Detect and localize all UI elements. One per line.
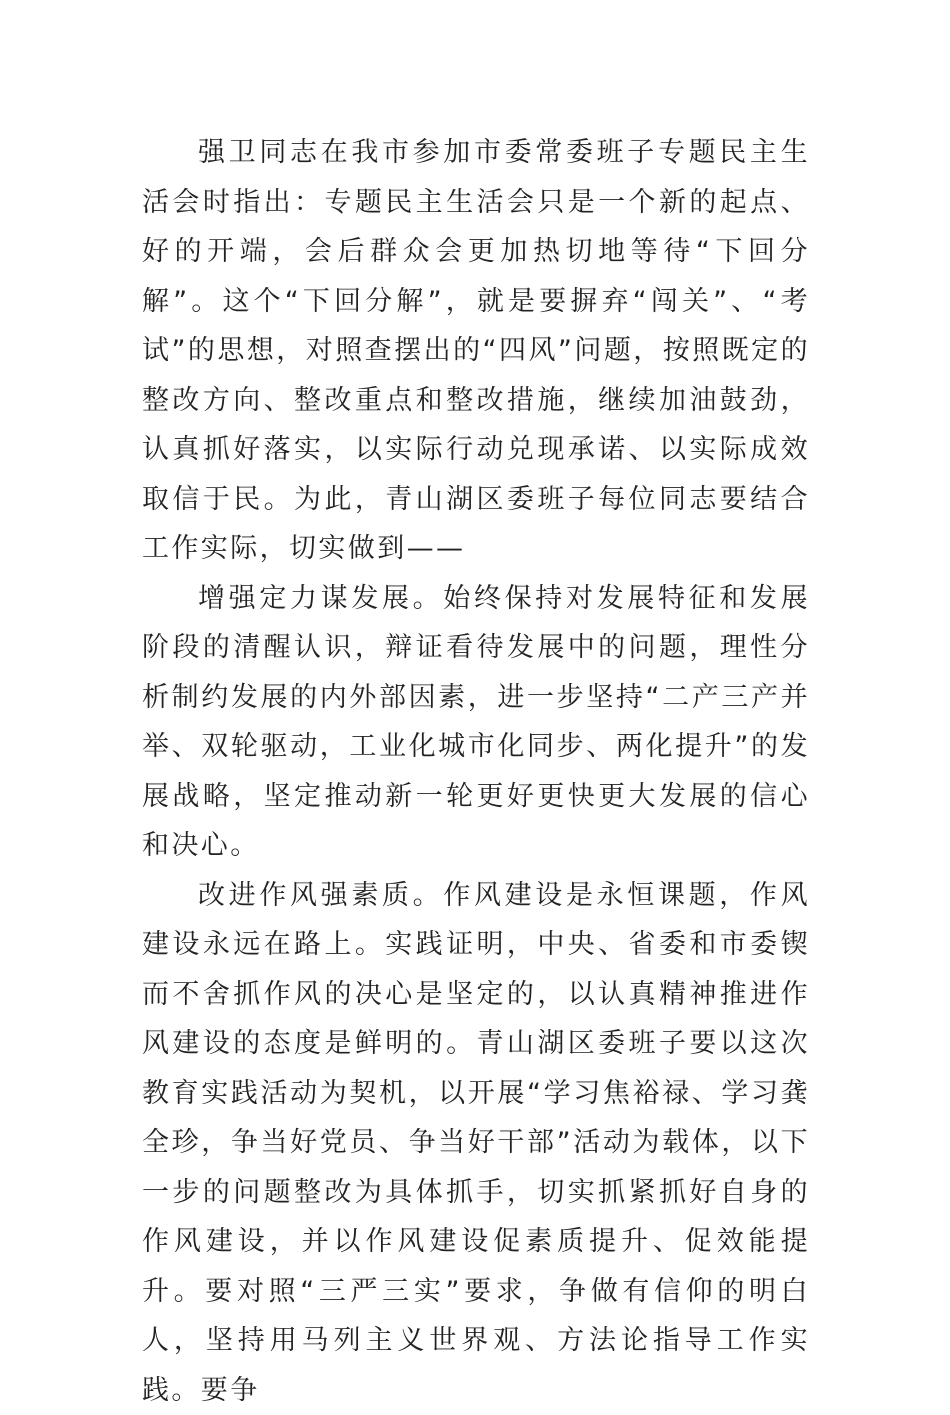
paragraph-intro: 强卫同志在我市参加市委常委班子专题民主生活会时指出：专题民主生活会只是一个新的起点、好的开端，会后群众会更加热切地等待“下回分解”。这个“下回分解”，就是要摒弃“闯关”、“考试”的思想，对照查摆出的“四风”问题，按照既定的整改方向、整改重点和整改措施，继续加油鼓劲，认真抓好落实，以实际行动兑现承诺、以实际成效取信于民。为此，青山湖区委班子每位同志要结合工作实际，切实做到—— xyxy=(142,128,810,574)
document-body xyxy=(142,128,810,1415)
paragraph-work-style: 改进作风强素质。作风建设是永恒课题，作风建设永远在路上。实践证明，中央、省委和市委锲而不舍抓作风的决心是坚定的，以认真精神推进作风建设的态度是鲜明的。青山湖区委班子要以这次教育实践活动为契机，以开展“学习焦裕禄、学习龚全珍，争当好党员、争当好干部”活动为载体，以下一步的问题整改为具体抓手，切实抓紧抓好自身的作风建设，并以作风建设促素质提升、促效能提升。要对照“三严三实”要求，争做有信仰的明白人，坚持用马列主义世界观、方法论指导工作实践。要争 xyxy=(142,871,810,1415)
paragraph-development: 增强定力谋发展。始终保持对发展特征和发展阶段的清醒认识，辩证看待发展中的问题，理性分析制约发展的内外部因素，进一步坚持“二产三产并举、双轮驱动，工业化城市化同步、两化提升”的发展战略，坚定推动新一轮更好更快更大发展的信心和决心。 xyxy=(142,574,810,871)
